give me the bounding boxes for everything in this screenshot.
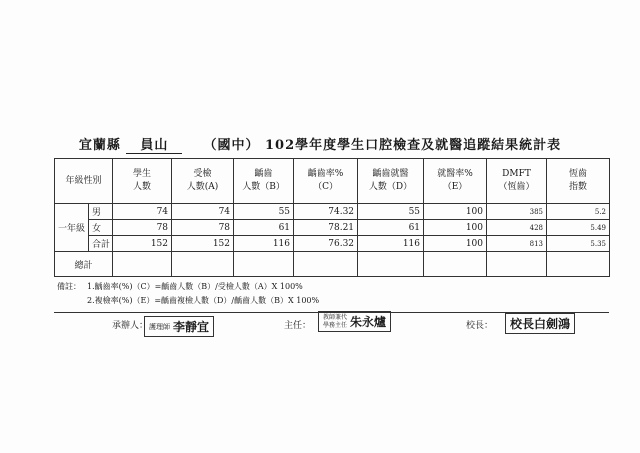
cell-treat-rate: 100	[424, 236, 487, 252]
total-row	[55, 252, 610, 277]
cell-dmft: 385	[487, 204, 547, 220]
school-type: （國中）	[203, 138, 260, 153]
cell-caries-rate: 76.32	[294, 236, 358, 252]
total-cell	[234, 252, 294, 277]
cell-students: 74	[113, 204, 172, 220]
table-row	[55, 236, 610, 252]
director-stamp	[318, 311, 391, 332]
cell-treated: 61	[358, 220, 424, 236]
total-cell	[172, 252, 234, 277]
header-caries: 齲齒 人數（B）	[234, 159, 294, 204]
cell-caries-rate: 78.21	[294, 220, 358, 236]
header-students: 學生 人數	[113, 159, 172, 204]
cell-caries-rate: 74.32	[294, 204, 358, 220]
director-stamp-title2: 學務主任	[323, 321, 348, 329]
cell-caries: 61	[234, 220, 294, 236]
header-treat-rate: 就醫率% （E）	[424, 159, 487, 204]
cell-dmft: 813	[487, 236, 547, 252]
row-label: 男	[89, 204, 113, 220]
director-stamp-title1: 教師兼代	[323, 313, 348, 321]
total-cell	[487, 252, 547, 277]
header-examined: 受檢 人數(A)	[172, 159, 234, 204]
total-cell	[547, 252, 610, 277]
row-label: 女	[89, 220, 113, 236]
principal-stamp-name: 校長白劍鴻	[510, 317, 571, 331]
total-cell	[424, 252, 487, 277]
cell-dmft: 428	[487, 220, 547, 236]
handler-stamp	[144, 316, 214, 337]
table-row	[55, 204, 610, 220]
cell-treat-rate: 100	[424, 220, 487, 236]
document-title	[0, 134, 640, 154]
header-grade-gender: 年級性別	[55, 159, 113, 204]
handler-label: 承辦人：	[112, 321, 149, 331]
principal-label: 校長：	[466, 321, 494, 331]
cell-examined: 74	[172, 204, 234, 220]
notes-section	[54, 276, 609, 313]
total-cell	[294, 252, 358, 277]
cell-treated: 55	[358, 204, 424, 220]
cell-index: 5.35	[547, 236, 610, 252]
cell-examined: 78	[172, 220, 234, 236]
cell-students: 78	[113, 220, 172, 236]
county-name: 宜蘭縣	[78, 138, 121, 153]
row-label: 合計	[89, 236, 113, 252]
header-dmft: DMFT （恆齒）	[487, 159, 547, 204]
title-main: 102學年度學生口腔檢查及就醫追蹤結果統計表	[265, 138, 562, 153]
cell-index: 5.2	[547, 204, 610, 220]
note-line-2: 2.複檢率(%)（E）=齲齒複檢人數（D）/齲齒人數（B）X 100%	[87, 296, 320, 305]
director-label: 主任：	[284, 321, 312, 331]
cell-examined: 152	[172, 236, 234, 252]
principal-stamp	[505, 313, 575, 334]
header-index: 恆齒 指數	[547, 159, 610, 204]
table-header-row	[55, 159, 610, 204]
note-line-1: 1.齲齒率(%)（C）=齲齒人數（B）/受檢人數（A）X 100%	[87, 282, 303, 291]
total-cell	[358, 252, 424, 277]
total-cell	[113, 252, 172, 277]
school-name: 員山	[126, 134, 182, 154]
notes-label: 備註：	[57, 282, 81, 291]
director-stamp-name: 朱永爐	[350, 315, 387, 329]
header-treated: 齲齒就醫 人數（D）	[358, 159, 424, 204]
cell-caries: 116	[234, 236, 294, 252]
cell-treated: 116	[358, 236, 424, 252]
grade-label: 一年級	[55, 204, 89, 252]
handler-stamp-name: 李靜宜	[173, 320, 210, 334]
handler-stamp-title: 護理師	[149, 322, 170, 331]
table-row	[55, 220, 610, 236]
statistics-table	[54, 158, 610, 277]
total-label: 總計	[55, 252, 113, 277]
cell-treat-rate: 100	[424, 204, 487, 220]
header-caries-rate: 齲齒率% （C）	[294, 159, 358, 204]
cell-students: 152	[113, 236, 172, 252]
cell-index: 5.49	[547, 220, 610, 236]
cell-caries: 55	[234, 204, 294, 220]
